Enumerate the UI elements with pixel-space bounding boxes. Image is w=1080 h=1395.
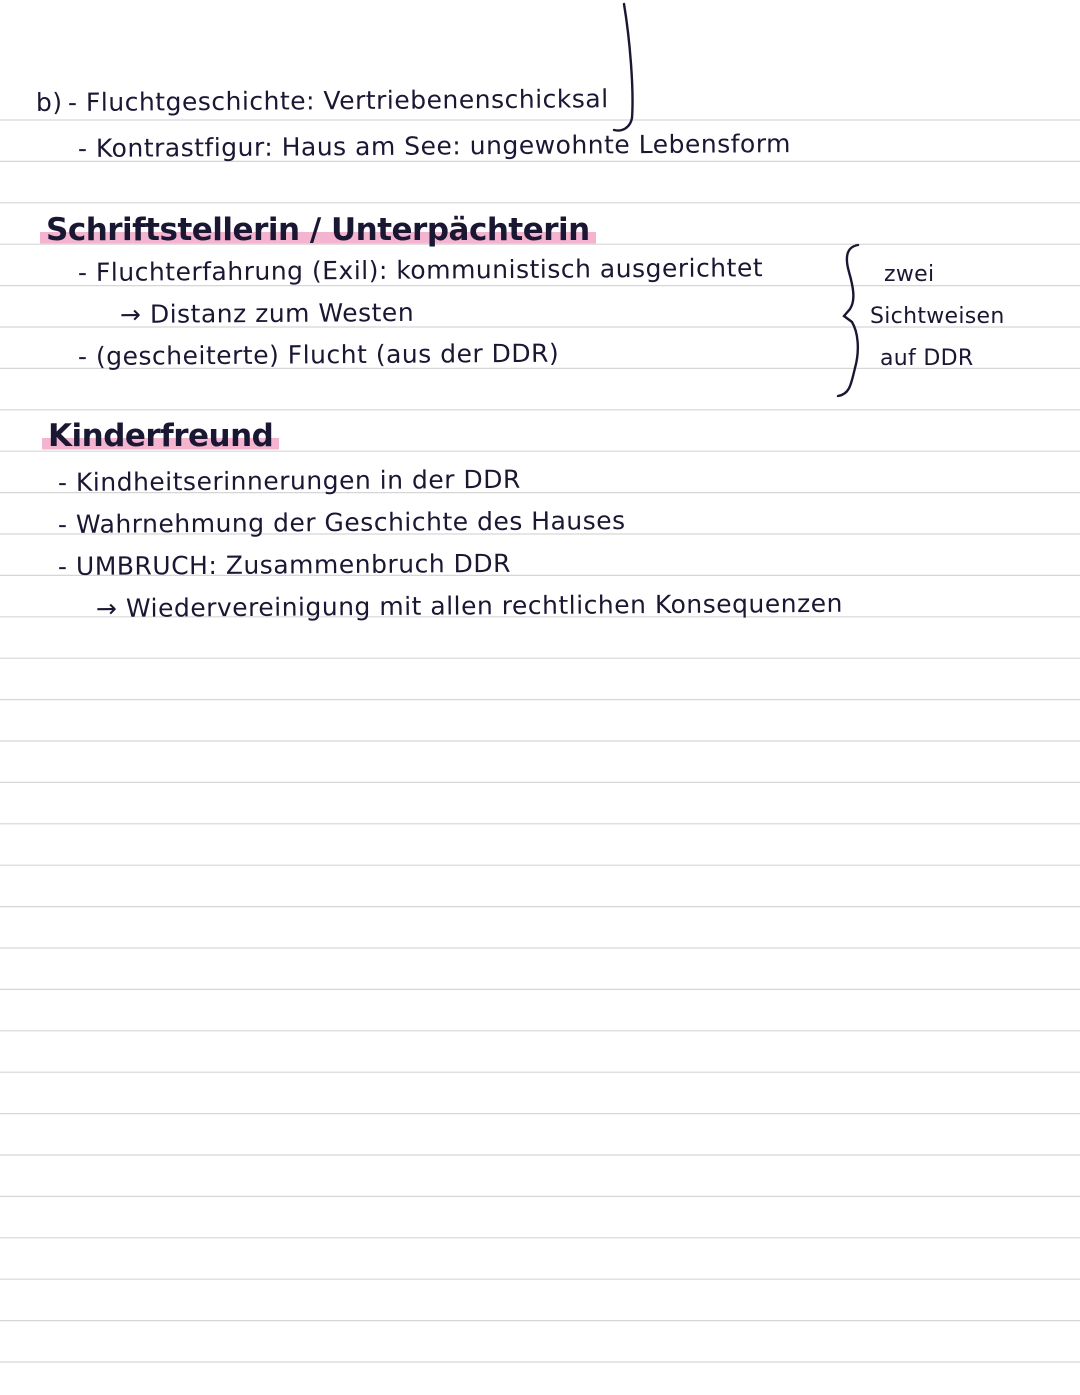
note-subline: → Wiedervereinigung mit allen rechtlichen Konsequenzen	[95, 588, 843, 623]
note-line: - Fluchterfahrung (Exil): kommunistisch ausgerichtet	[77, 253, 764, 287]
note-subline: → Distanz zum Westen	[119, 297, 415, 329]
curly-brace	[838, 245, 858, 396]
note-line: - Wahrnehmung der Geschichte des Hauses	[57, 506, 626, 539]
side-note: Sichtweisen	[870, 304, 1005, 329]
note-line: - Kontrastfigur: Haus am See: ungewohnte Lebensform	[77, 129, 792, 163]
vertical-bracket-stroke	[614, 4, 633, 131]
note-line: - (gescheiterte) Flucht (aus der DDR)	[77, 338, 560, 371]
note-line: - UMBRUCH: Zusammenbruch DDR	[57, 548, 512, 581]
section-b-marker: b)	[35, 87, 63, 117]
note-line: - Kindheitserinnerungen in der DDR	[57, 464, 521, 497]
heading-kinderfreund: Kinderfreund	[42, 418, 279, 454]
side-note: auf DDR	[880, 346, 974, 371]
heading-schriftstellerin: Schriftstellerin / Unterpächterin	[40, 212, 596, 248]
side-note: zwei	[884, 262, 935, 287]
note-line: - Fluchtgeschichte: Vertriebenenschicksal	[67, 84, 609, 117]
